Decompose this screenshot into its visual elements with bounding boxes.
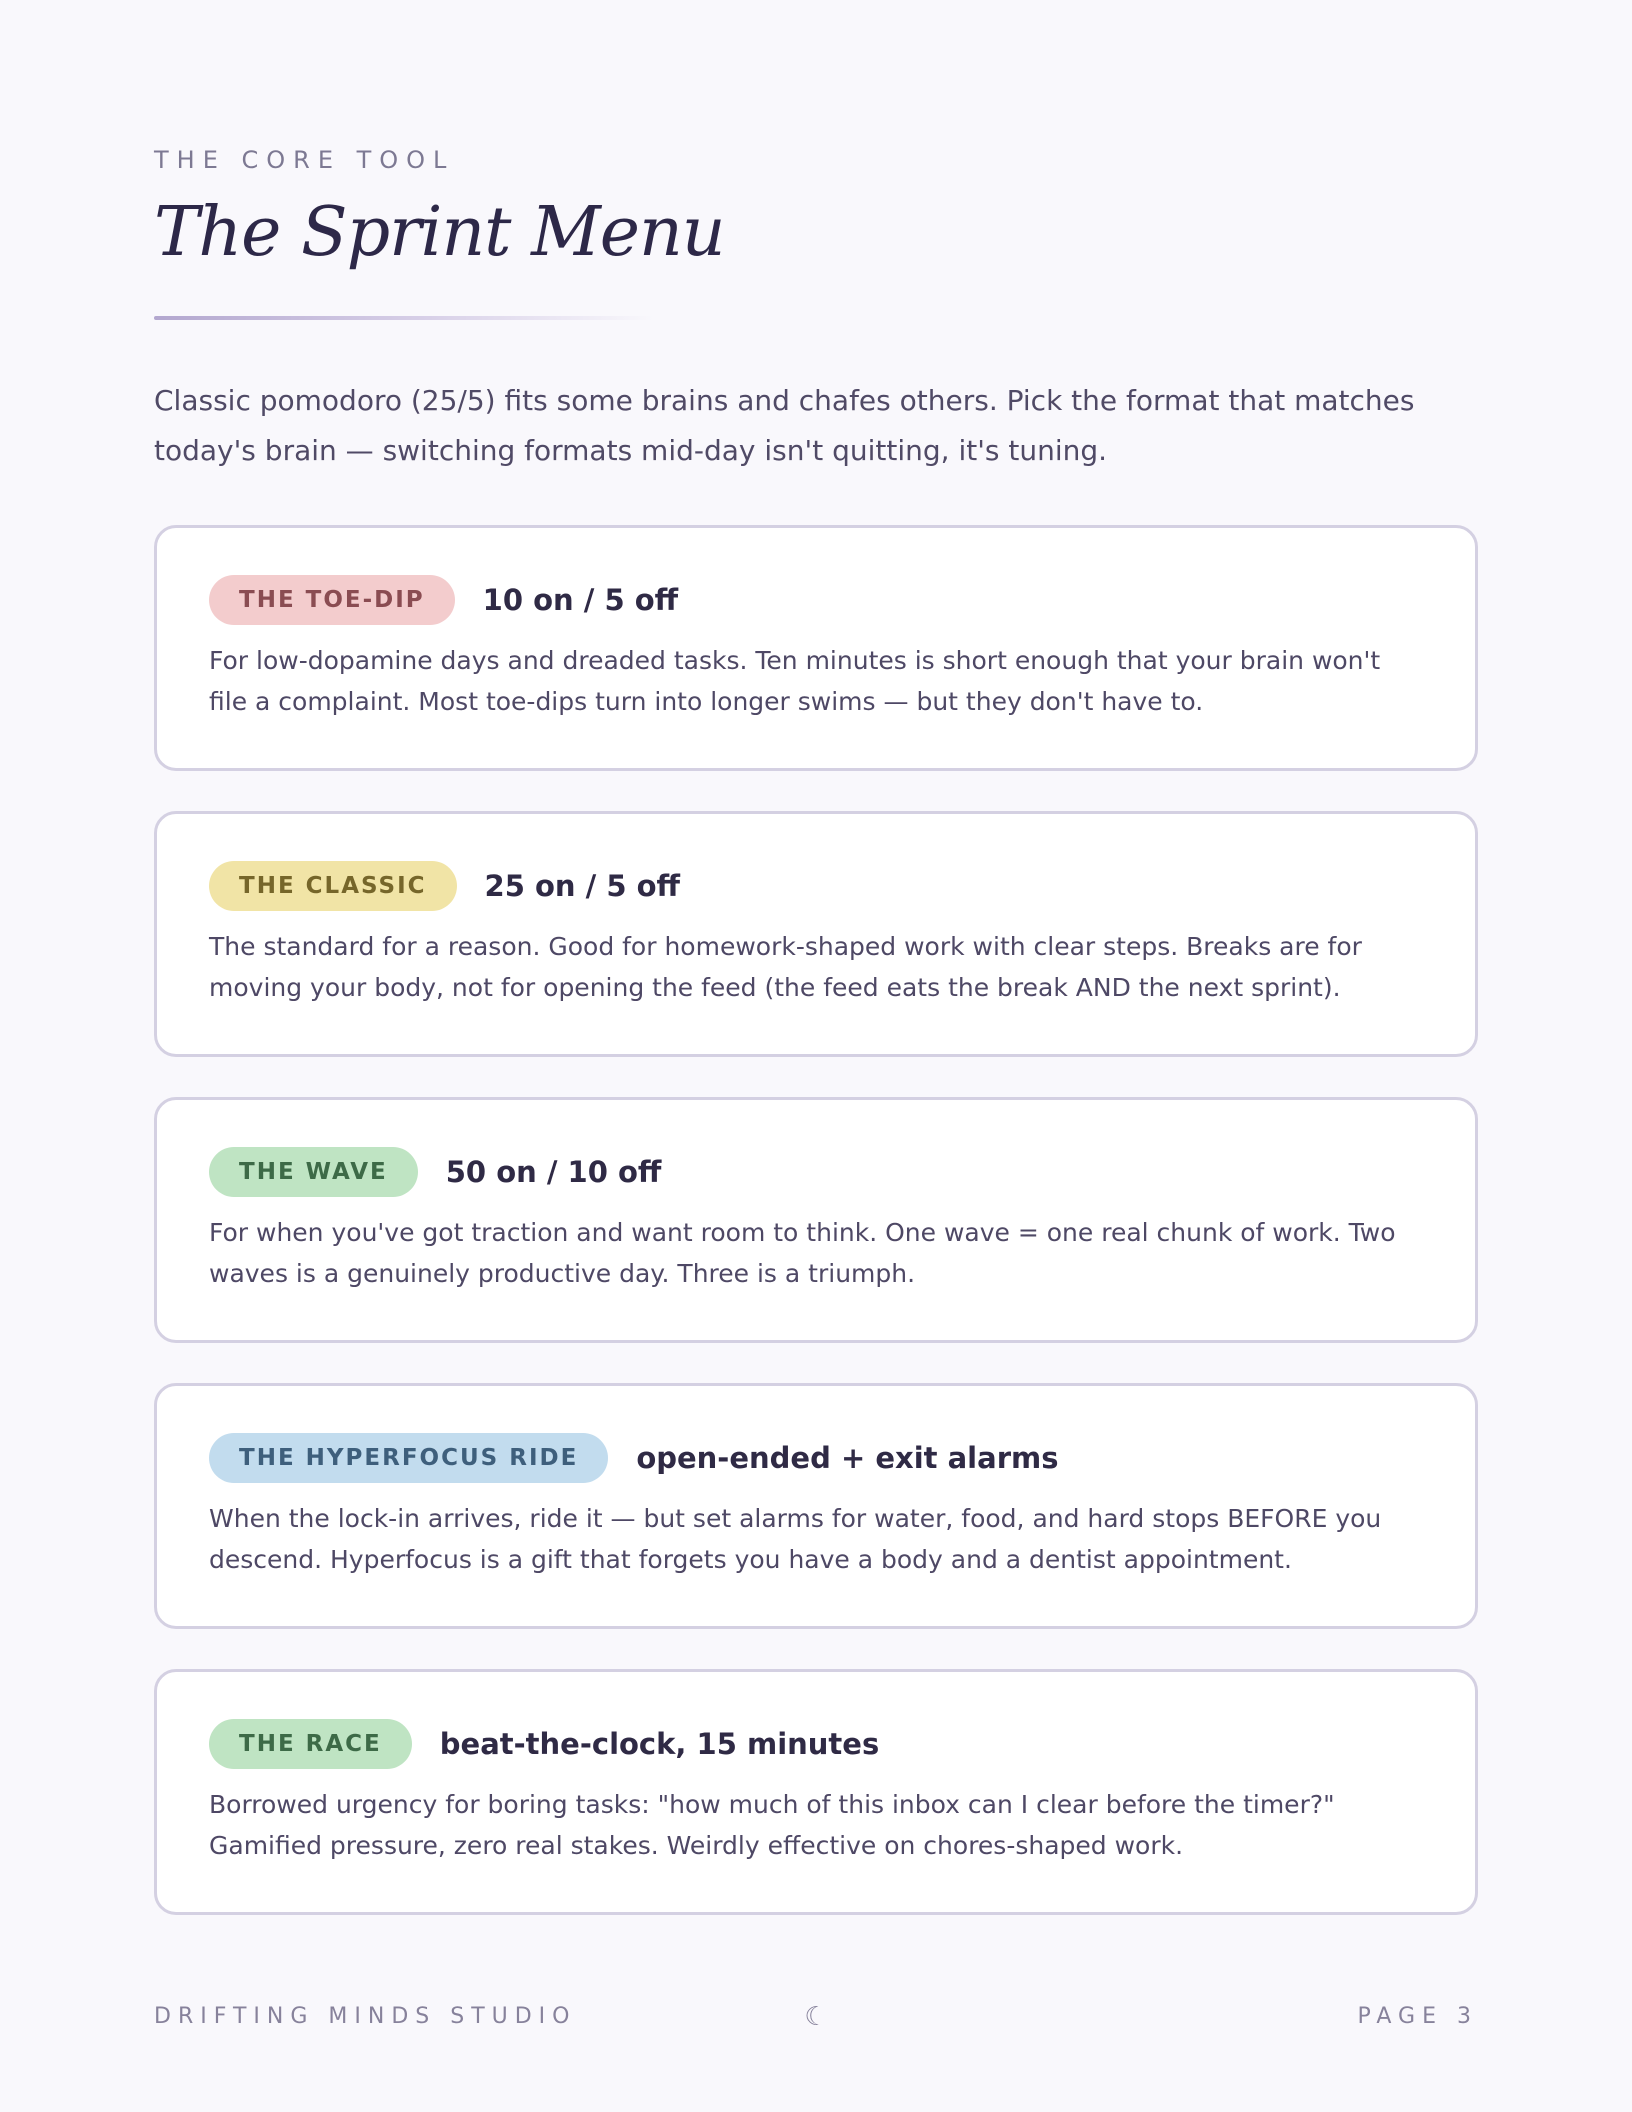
sprint-timing: beat-the-clock, 15 minutes (439, 1727, 880, 1761)
sprint-description: Borrowed urgency for boring tasks: "how much of this inbox can I clear before the timer?" Gamified pressure, zero real stakes. Weirdly effective on chores-shaped work. (209, 1790, 1335, 1860)
page-footer (154, 2004, 1478, 2040)
sprint-badge: THE RACE (209, 1719, 412, 1769)
sprint-badge: THE TOE-DIP (209, 575, 455, 625)
sprint-description: For low-dopamine days and dreaded tasks. Ten minutes is short enough that your brain won't file a complaint. Most toe-dips turn into longer swims — but they don't have to. (209, 646, 1381, 716)
sprint-timing: 50 on / 10 off (445, 1155, 662, 1189)
card-header (209, 1146, 1423, 1198)
sprint-description: When the lock-in arrives, ride it — but set alarms for water, food, and hard stops BEFORE you descend. Hyperfocus is a gift that forgets you have a body and a dentist appointment. (209, 1504, 1382, 1574)
sprint-list (154, 525, 1478, 1955)
card-header (209, 1718, 1423, 1770)
sprint-card-toe-dip (154, 525, 1478, 771)
intro-paragraph: Classic pomodoro (25/5) fits some brains and chafes others. Pick the format that matches today's brain — switching formats mid-day isn't quitting, it's tuning. (154, 384, 1415, 467)
title-divider (154, 316, 654, 320)
moon-icon: ☾ (804, 2002, 828, 2032)
footer-page-number: PAGE 3 (1357, 2004, 1478, 2029)
sprint-card-race (154, 1669, 1478, 1915)
sprint-description: The standard for a reason. Good for homework-shaped work with clear steps. Breaks are for moving your body, not for opening the feed (the feed eats the break AND the next sprint). (209, 932, 1362, 1002)
sprint-badge: THE WAVE (209, 1147, 418, 1197)
page-title: The Sprint Menu (154, 193, 725, 272)
sprint-badge: THE CLASSIC (209, 861, 457, 911)
card-header (209, 574, 1423, 626)
footer-studio-name: DRIFTING MINDS STUDIO (154, 2004, 577, 2029)
section-eyebrow: THE CORE TOOL (154, 146, 455, 174)
card-header (209, 1432, 1423, 1484)
sprint-card-classic (154, 811, 1478, 1057)
sprint-badge: THE HYPERFOCUS RIDE (209, 1433, 608, 1483)
sprint-timing: 25 on / 5 off (484, 869, 681, 903)
sprint-card-wave (154, 1097, 1478, 1343)
sprint-timing: 10 on / 5 off (482, 583, 679, 617)
sprint-description: For when you've got traction and want room to think. One wave = one real chunk of work. Two waves is a genuinely productive day. Three is a triumph. (209, 1218, 1396, 1288)
card-header (209, 860, 1423, 912)
sprint-card-hyperfocus-ride (154, 1383, 1478, 1629)
sprint-timing: open-ended + exit alarms (636, 1441, 1059, 1475)
